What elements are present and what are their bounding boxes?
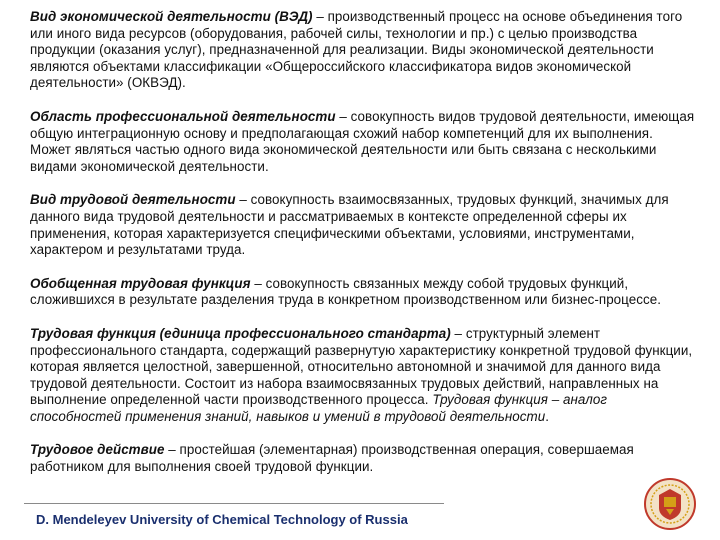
definition-professional-area [30,109,696,175]
slide-content [30,9,696,493]
footer-divider [24,503,444,504]
definition-text: – совокупность взаимосвязанных, трудовых функций, значимых для данного вида трудовой деятельности и рассматриваемых в контексте определенной сферы их применения, которая характеризуется специфическими объектами, условиями, инструментами, характером и результатами труда. [30,192,669,258]
definition-labor-action [30,442,696,475]
term-generalized-function: Обобщенная трудовая функция [30,275,251,291]
definition-text: – производственный процесс на основе объединения того или иного вида ресурсов (оборудования, рабочей силы, технологии и пр.) с целью производства продукции (оказания услуг), предназначенной для реализации. Виды экономической деятельности являются объектами классификации «Общероссийского классификатора видов экономической деятельности» (ОКВЭД). [30,9,683,91]
term-labor-activity-type: Вид трудовой деятельности [30,192,236,208]
definition-text: – простейшая (элементарная) производственная операция, совершаемая работником для выполнения своей трудовой функции. [30,442,634,475]
definition-ved [30,9,696,92]
definition-text: – структурный элемент профессионального стандарта, содержащий развернутую характеристику конкретной трудовой функции, которая является целостной, завершенной, относительно автономной и значимой для данного вида трудовой деятельности. Состоит из набора взаимосвязанных трудовых действий, направленных на выполнение определенной части производственного процесса. [30,325,693,408]
term-ved: Вид экономической деятельности (ВЭД) [30,9,313,24]
term-labor-function: Трудовая функция (единица профессионального стандарта) [30,325,451,341]
term-labor-action: Трудовое действие [30,442,165,458]
definition-text: – совокупность видов трудовой деятельности, имеющая общую интеграционную основу и предполагающая схожий набор компетенций для их выполнения. Может являться частью одного вида экономической деятельности или быть связана с несколькими видами экономической деятельности. [30,108,695,174]
definition-tail: . [545,408,550,424]
term-professional-area: Область профессиональной деятельности [30,108,336,124]
footer-institution: D. Mendeleyev University of Chemical Technology of Russia [36,512,408,527]
definition-italic-note: Трудовая функция – аналог способностей применения знаний, навыков и умений в трудовой деятельности [30,392,608,424]
definition-labor-activity-type [30,192,696,258]
definition-text: – совокупность связанных между собой трудовых функций, сложившихся в результате разделения труда в конкретном производственном или бизнес-процессе. [30,275,662,308]
university-seal-icon [644,478,696,530]
definition-labor-function [30,326,696,426]
definition-generalized-function [30,276,696,309]
